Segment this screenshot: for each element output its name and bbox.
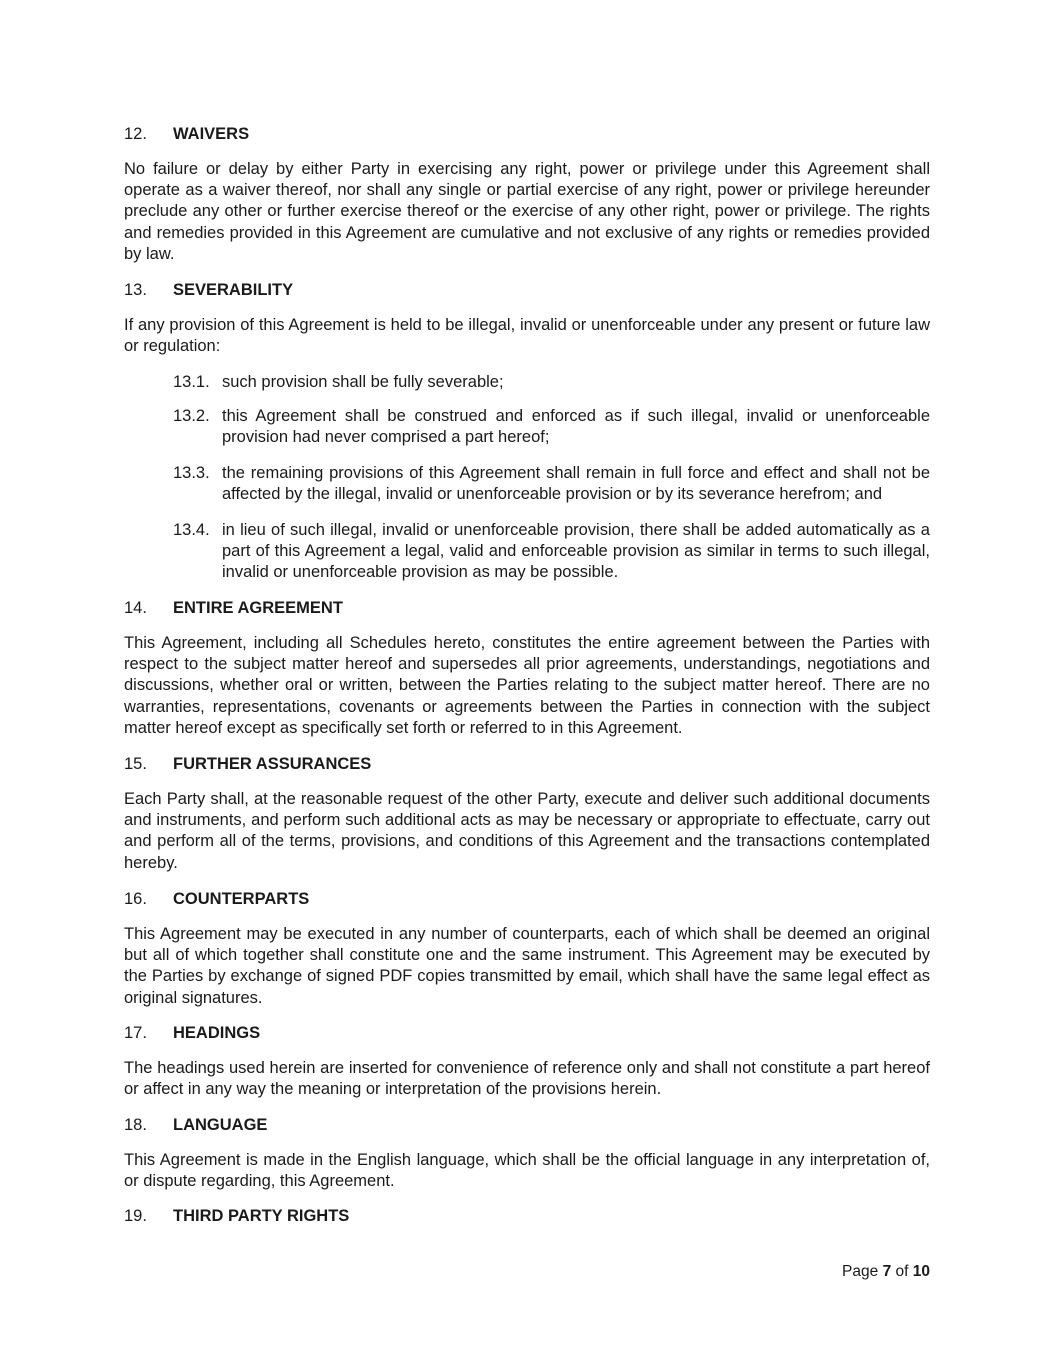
list-item-number: 13.4. [173,521,210,539]
section-title: COUNTERPARTS [173,890,310,908]
section-heading-15 [124,754,371,775]
list-item-number: 13.1. [173,373,210,391]
section-title: LANGUAGE [173,1116,268,1134]
section-title: WAIVERS [173,125,250,143]
section-number: 14. [124,599,147,617]
section-title: ENTIRE AGREEMENT [173,599,343,617]
list-item-text: the remaining provisions of this Agreement shall remain in full force and effect and shall not be affected by the illegal, invalid or unenforceable provision or by its severance herefrom; and [222,464,930,504]
section-number: 19. [124,1207,147,1225]
list-item-13-2 [173,406,930,448]
section-number: 18. [124,1116,147,1134]
section-heading-14 [124,598,343,619]
section-body-13: If any provision of this Agreement is held to be illegal, invalid or unenforceable under any present or future law or regulation: [124,316,930,356]
list-item-13-4 [173,520,930,584]
section-body-16: This Agreement may be executed in any number of counterparts, each of which shall be deemed an original but all of which together shall constitute one and the same instrument. This Agreement may be executed by the Parties by exchange of signed PDF copies transmitted by email, which shall have the same legal effect as original signatures. [124,925,930,1007]
section-heading-12 [124,124,249,145]
section-body-18: This Agreement is made in the English language, which shall be the official language in any interpretation of, or dispute regarding, this Agreement. [124,1151,930,1191]
section-heading-16 [124,889,309,910]
list-item-13-1 [173,372,930,393]
page-label: Page [842,1263,879,1280]
section-title: HEADINGS [173,1024,261,1042]
section-body-12: No failure or delay by either Party in exercising any right, power or privilege under this Agreement shall operate as a waiver thereof, nor shall any single or partial exercise of any right, power or privilege hereunder preclude any other or further exercise thereof or the exercise of any other right, power or privilege. The rights and remedies provided in this Agreement are cumulative and not exclusive of any rights or remedies provided by law. [124,160,930,263]
section-heading-13 [124,280,293,301]
section-title: SEVERABILITY [173,281,294,299]
section-number: 12. [124,125,147,143]
page-of-label: of [895,1263,909,1280]
list-item-text: in lieu of such illegal, invalid or unenforceable provision, there shall be added automatically as a part of this Agreement a legal, valid and enforceable provision as similar in terms to such illegal, invalid or unenforceable provision as may be possible. [222,521,930,582]
list-item-text: this Agreement shall be construed and enforced as if such illegal, invalid or unenforceable provision had never comprised a part hereof; [222,407,930,447]
section-heading-18 [124,1115,267,1136]
section-number: 13. [124,281,147,299]
section-body-17: The headings used herein are inserted for convenience of reference only and shall not constitute a part hereof or affect in any way the meaning or interpretation of the provisions herein. [124,1059,930,1099]
section-body-15: Each Party shall, at the reasonable request of the other Party, execute and deliver such additional documents and instruments, and perform such additional acts as may be necessary or appropriate to effectuate, carry out and perform all of the terms, provisions, and conditions of this Agreement and the transactions contemplated hereby. [124,790,930,872]
page-number-footer [842,1262,930,1282]
current-page: 7 [882,1263,892,1280]
list-item-number: 13.2. [173,407,210,425]
total-pages: 10 [912,1263,930,1280]
section-heading-19 [124,1206,349,1227]
list-item-text: such provision shall be fully severable; [222,373,504,391]
section-heading-17 [124,1023,260,1044]
section-body-14: This Agreement, including all Schedules hereto, constitutes the entire agreement between the Parties with respect to the subject matter hereof and supersedes all prior agreements, understandings, negotiations and discussions, whether oral or written, between the Parties relating to the subject matter hereof. There are no warranties, representations, covenants or agreements between the Parties in connection with the subject matter hereof except as specifically set forth or referred to in this Agreement. [124,634,930,737]
list-item-13-3 [173,463,930,505]
section-title: THIRD PARTY RIGHTS [173,1207,350,1225]
section-title: FURTHER ASSURANCES [173,755,372,773]
section-number: 17. [124,1024,147,1042]
section-number: 16. [124,890,147,908]
section-number: 15. [124,755,147,773]
list-item-number: 13.3. [173,464,210,482]
